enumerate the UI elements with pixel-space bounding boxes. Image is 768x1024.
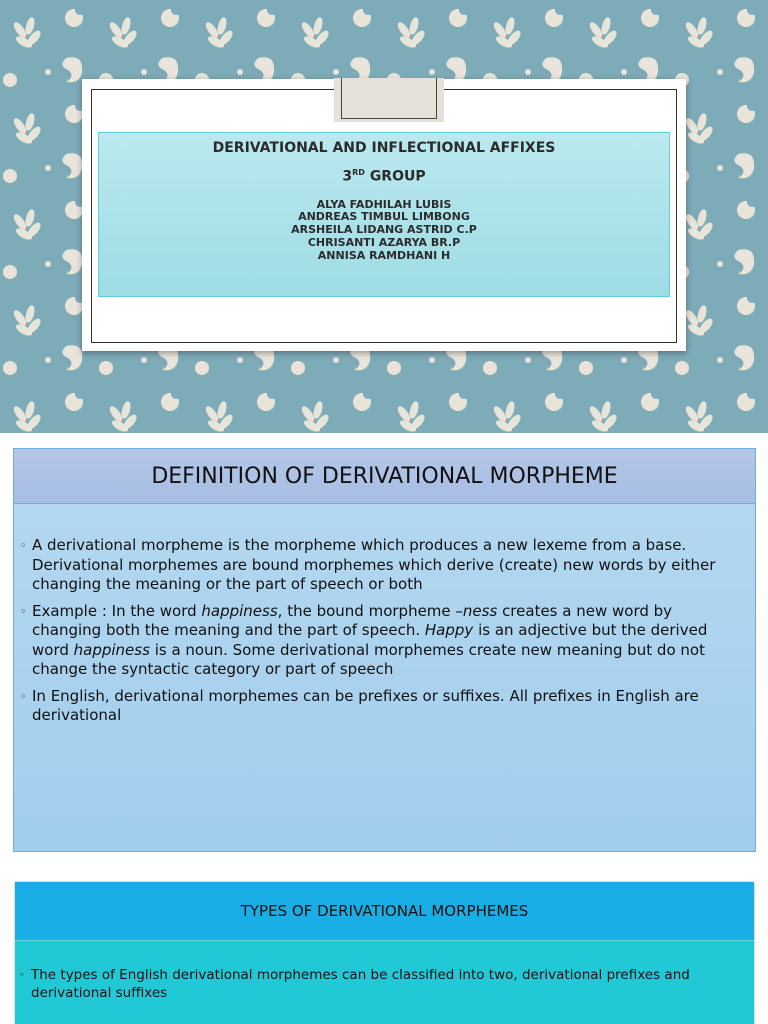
member-name: CHRISANTI AZARYA BR.P [307,236,461,250]
member-name: ANNISA RAMDHANI H [317,248,451,262]
member-name: ANDREAS TIMBUL LIMBONG [298,210,470,224]
bullet-item [20,602,745,680]
group-word: GROUP [369,168,426,185]
card-tab [334,78,444,122]
member-list [99,199,669,263]
title-box [98,132,670,297]
bullet-icon: ◦ [20,539,27,552]
bullet-list [14,504,755,726]
presentation-title: DERIVATIONAL AND INFLECTIONAL AFFIXES [212,140,556,156]
bullet-icon: ◦ [19,970,25,981]
bullet-text [32,602,707,679]
italic-term: Happy [424,621,474,639]
italic-term: happiness [73,640,150,659]
title-card [82,79,686,351]
text-run: is an adjective but the derived word [32,621,708,659]
bullet-item [20,687,745,726]
types-slide [15,882,754,1024]
text-run: creates a new word by changing both the meaning and the part of speech. [32,601,673,639]
italic-term: happiness [201,601,278,620]
bullet-text: A derivational morpheme is the morpheme which produces a new lexeme from a base. Derivational morphemes are bound morphemes which derive (create) new words by either changing the meaning or the part of speech or both [32,536,716,593]
bullet-item [19,967,744,1002]
member-name: ALYA FADHILAH LUBIS [316,197,452,211]
slide-heading: DEFINITION OF DERIVATIONAL MORPHEME [14,449,755,504]
bullet-item [20,536,745,595]
text-run: , the bound morpheme – [277,601,463,620]
slide-heading: TYPES OF DERIVATIONAL MORPHEMES [15,882,754,941]
title-card-frame [91,89,677,343]
italic-term: ness [462,601,498,620]
bullet-text: The types of English derivational morphemes can be classified into two, derivational prefixes and derivational suffixes [31,967,690,1001]
group-label [99,168,669,185]
member-name: ARSHEILA LIDANG ASTRID C.P [291,223,477,237]
card-tab-inner [341,78,437,119]
group-suffix: RD [352,168,365,177]
text-run: is a noun. Some derivational morphemes create new meaning but do not change the syntactic category or part of speech [32,640,705,678]
bullet-icon: ◦ [20,604,27,618]
text-run: Example : In the word [32,601,202,620]
bullet-icon: ◦ [20,689,27,703]
definition-slide [13,448,756,852]
bullet-list [15,941,754,1002]
title-slide [0,0,768,433]
bullet-text: In English, derivational morphemes can be prefixes or suffixes. All prefixes in English are derivational [32,686,699,724]
group-number: 3 [342,168,353,185]
